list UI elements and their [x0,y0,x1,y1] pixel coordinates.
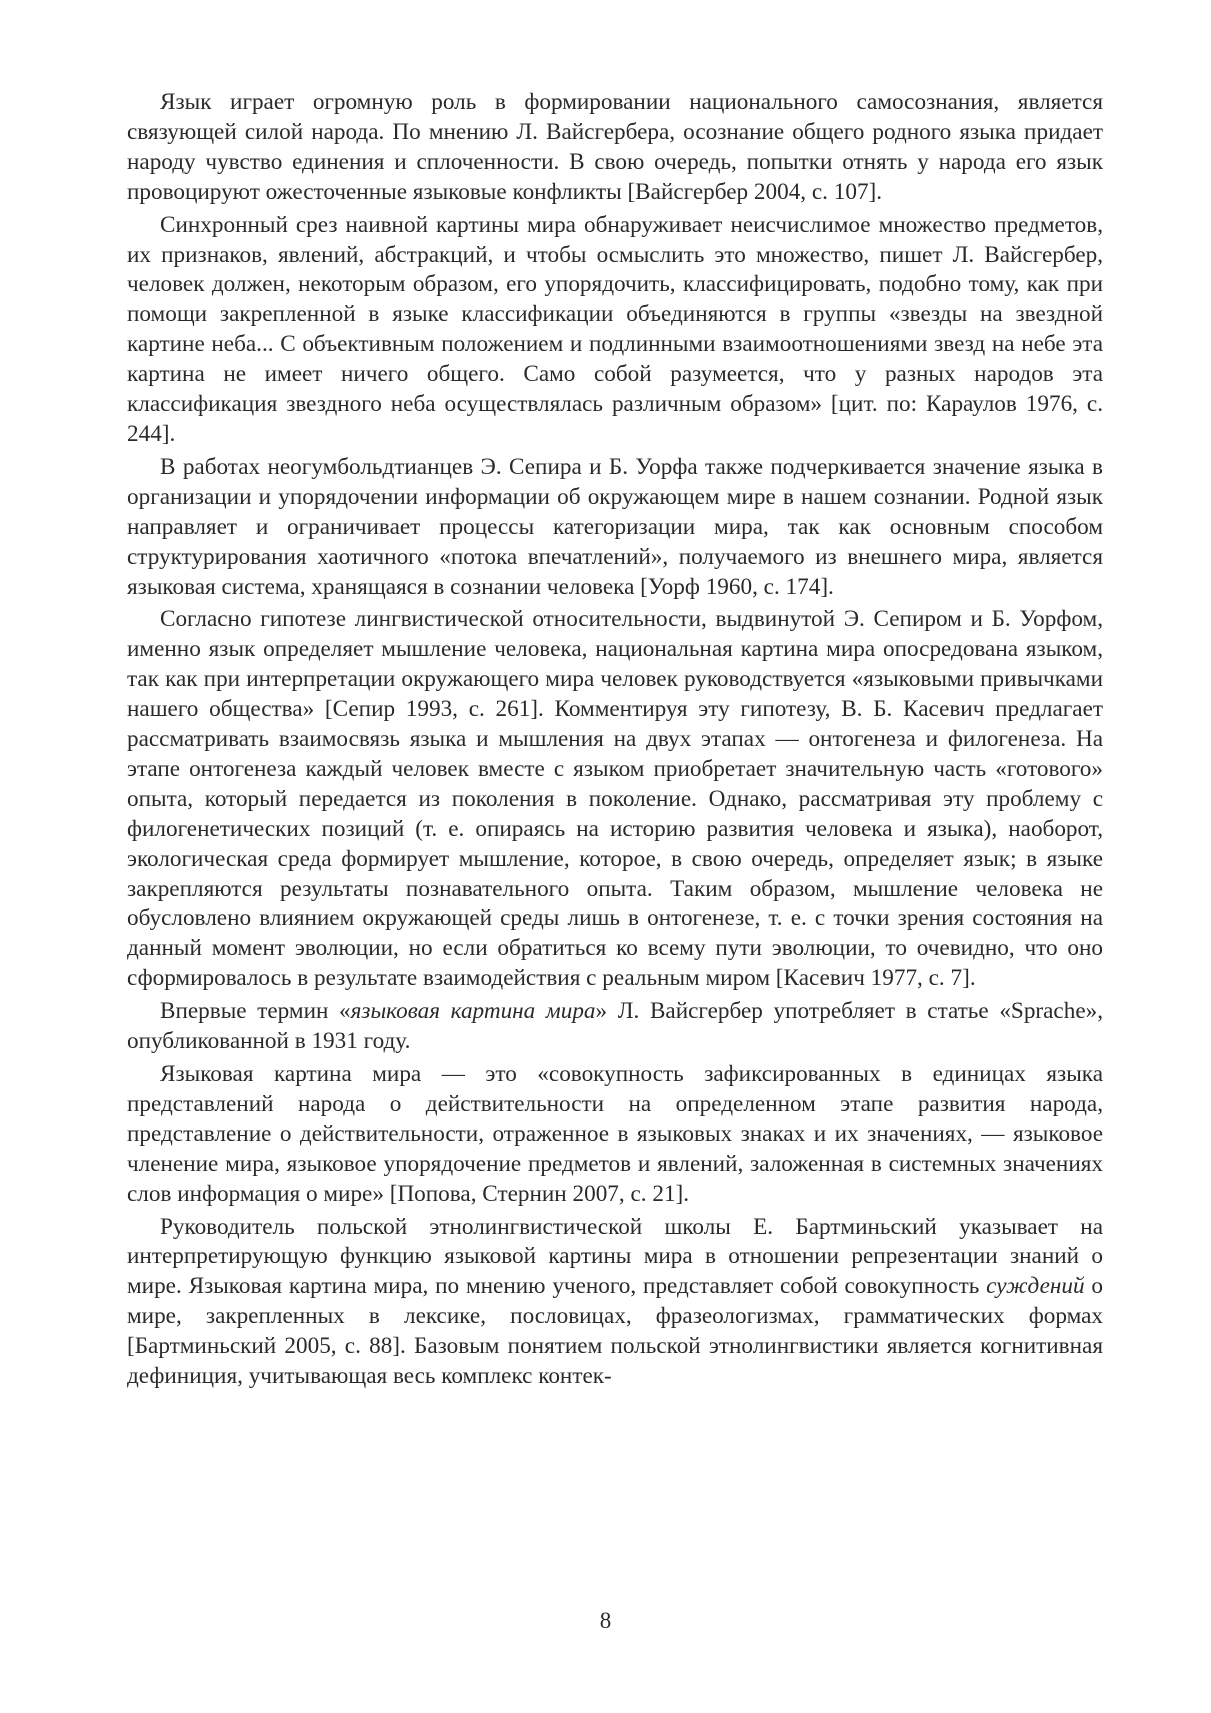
page-number: 8 [599,1608,612,1633]
paragraph-7-emphasis: суждений [986,1273,1085,1300]
paragraph-7 [127,1213,1103,1392]
paragraph-7-after: о мире, закрепленных в лексике, пословицах, фразеологизмах, грамматических формах [Бартминьский 2005, с. 88]. Базовым понятием польской этнолингвистики является когнитивная дефиниция, учитывающая весь комплекс контек- [127,1273,1103,1390]
paragraph-5-before: Впервые термин « [160,998,351,1025]
paragraph-7-before: Руководитель польской этнолингвистической школы Е. Бартминьский указывает на интерпретирующую функцию языковой картины мира в отношении репрезентации знаний о мире. Языковая картина мира, по мнению ученого, представляет собой совокупность [127,1213,1103,1300]
paragraph-5-after: » Л. Вайсгербер употребляет в статье «Sprache», опубликованной в 1931 году. [127,998,1103,1055]
paragraph-5 [127,997,1103,1057]
paragraph-6: Языковая картина мира — это «совокупность зафиксированных в единицах языка представлений народа о действительности на определенном этапе развития народа, представление о действительности, отраженное в языковых знаках и их значениях, — языковое членение мира, языковое упорядочение предметов и явлений, заложенная в системных значениях слов информация о мире» [Попова, Стернин 2007, с. 21]. [127,1061,1103,1207]
paragraph-4: Согласно гипотезе лингвистической относительности, выдвинутой Э. Сепиром и Б. Уорфом, именно язык определяет мышление человека, национальная картина мира опосредована языком, так как при интерпретации окружающего мира человек руководствуется «языковыми привычками нашего общества» [Сепир 1993, с. 261]. Комментируя эту гипотезу, В. Б. Касевич предлагает рассматривать взаимосвязь языка и мышления на двух этапах — онтогенеза и филогенеза. На этапе онтогенеза каждый человек вместе с языком приобретает значительную часть «готового» опыта, который передается из поколения в поколение. Однако, рассматривая эту проблему с филогенетических позиций (т. е. опираясь на историю развития человека и языка), наоборот, экологическая среда формирует мышление, которое, в свою очередь, определяет язык; в языке закрепляются результаты познавательного опыта. Таким образом, мышление человека не обусловлено влиянием окружающей среды лишь в онтогенезе, т. е. с точки зрения состояния на данный момент эволюции, но если обратиться ко всему пути эволюции, то очевидно, что оно сформировалось в результате взаимодействия с реальным миром [Касевич 1977, с. 7]. [127,606,1103,992]
paragraph-5-emphasis: языковая картина мира [350,998,596,1025]
body-text [127,88,1103,1392]
paragraph-1: Язык играет огромную роль в формировании национального самосознания, является связующей силой народа. По мнению Л. Вайсгербера, осознание общего родного языка придает народу чувство единения и сплоченности. В свою очередь, попытки отнять у народа его язык провоцируют ожесточенные языковые конфликты [Вайсгербер 2004, с. 107]. [127,89,1103,205]
paragraph-3: В работах неогумбольдтианцев Э. Сепира и Б. Уорфа также подчеркивается значение языка в организации и упорядочении информации об окружающем мире в нашем сознании. Родной язык направляет и ограничивает процессы категоризации мира, так как основным способом структурирования хаотичного «потока впечатлений», получаемого из внешнего мира, является языковая система, хранящаяся в сознании человека [Уорф 1960, с. 174]. [127,453,1103,600]
paragraph-2: Синхронный срез наивной картины мира обнаруживает неисчислимое множество предметов, их признаков, явлений, абстракций, и чтобы осмыслить это множество, пишет Л. Вайсгербер, человек должен, некоторым образом, его упорядочить, классифицировать, подобно тому, как при помощи закрепленной в языке классификации объединяются в группы «звезды на звездной картине неба... С объективным положением и подлинными взаимоотношениями звезд на небе эта картина не имеет ничего общего. Само собой разумеется, что у разных народов эта классификация звездного неба осуществлялась различным образом» [цит. по: Караулов 1976, с. 244]. [127,211,1103,447]
